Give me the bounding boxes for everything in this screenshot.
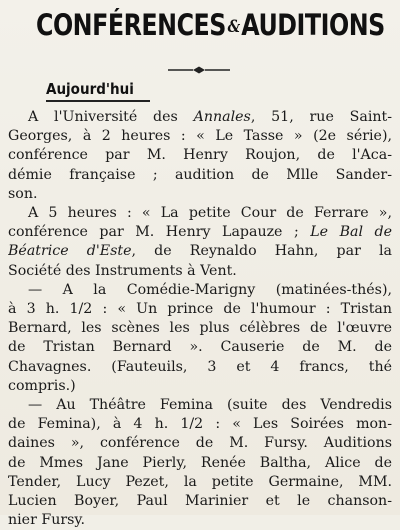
subheading-underline — [46, 100, 150, 102]
text-line — [8, 454, 392, 473]
text-line — [8, 127, 392, 146]
text-line — [8, 377, 392, 396]
text-line — [8, 185, 392, 204]
line-text: à 3 h. 1/2 : « Un prince de l'humour : Tristan — [8, 301, 392, 318]
text-line — [8, 358, 392, 377]
text-line — [8, 319, 392, 338]
line-text: Tender, Lucy Pezet, la petite Germaine, MM. — [8, 473, 392, 490]
ornament-divider — [168, 66, 230, 74]
line-text: nier Fursy. — [8, 512, 86, 529]
italic-text: Le Bal de — [310, 224, 392, 241]
text-line — [8, 146, 392, 165]
line-text: Société des Instruments à Vent. — [8, 262, 237, 279]
text-line — [8, 204, 392, 223]
article-body — [8, 108, 392, 530]
text-line — [8, 262, 392, 281]
line-text: , 51, rue Saint- — [250, 109, 392, 125]
text-line — [8, 281, 392, 300]
text-line — [8, 166, 392, 185]
line-text: conférence par M. Henry Lapauze ; — [8, 224, 311, 241]
line-text: Bernard, les scènes les plus célèbres de l'œuvre — [8, 320, 392, 337]
text-line — [8, 415, 392, 434]
text-line — [8, 242, 392, 261]
text-line — [8, 511, 392, 530]
title-conjunction: & — [227, 17, 240, 37]
section-subheading: Aujourd'hui — [46, 80, 134, 98]
line-text: Lucien Boyer, Paul Marinier et le chanson- — [8, 493, 392, 510]
page-title — [36, 8, 385, 42]
line-text: de Femina), à 4 h. 1/2 : « Les Soirées mon- — [8, 416, 392, 433]
line-text: daines », conférence de M. Fursy. Auditions — [8, 435, 392, 452]
text-line — [8, 223, 392, 242]
line-text: démie française ; audition de Mlle Sander- — [8, 166, 392, 183]
italic-text: Annales — [193, 109, 251, 125]
text-line — [8, 434, 392, 453]
line-text: A l'Université des — [28, 109, 194, 125]
text-line — [8, 396, 392, 415]
text-line — [8, 473, 392, 492]
text-line — [8, 300, 392, 319]
line-text: compris.) — [8, 377, 76, 394]
italic-text: Béatrice d'Este — [8, 243, 132, 260]
line-text: Georges, à 2 heures : « Le Tasse » (2e série), — [8, 128, 392, 145]
line-text: — A la Comédie-Marigny (matinées-thés), — [28, 281, 392, 298]
line-text: son. — [8, 185, 38, 202]
text-line — [8, 108, 392, 127]
line-text: conférence par M. Henry Roujon, de l'Aca- — [8, 147, 392, 164]
line-text: , de Reynaldo Hahn, par la — [131, 243, 392, 260]
text-line — [8, 492, 392, 511]
line-text: de Mmes Jane Pierly, Renée Baltha, Alice de — [8, 454, 392, 471]
text-line — [8, 338, 392, 357]
line-text: A 5 heures : « La petite Cour de Ferrare », — [28, 205, 392, 222]
line-text: Chavagnes. (Fauteuils, 3 et 4 francs, thé — [8, 358, 392, 375]
title-part-2: AUDITIONS — [241, 8, 385, 42]
line-text: — Au Théâtre Femina (suite des Vendredis — [28, 397, 392, 414]
line-text: de Tristan Bernard ». Causerie de M. de — [8, 339, 392, 356]
title-part-1: CONFÉRENCES — [36, 8, 226, 42]
